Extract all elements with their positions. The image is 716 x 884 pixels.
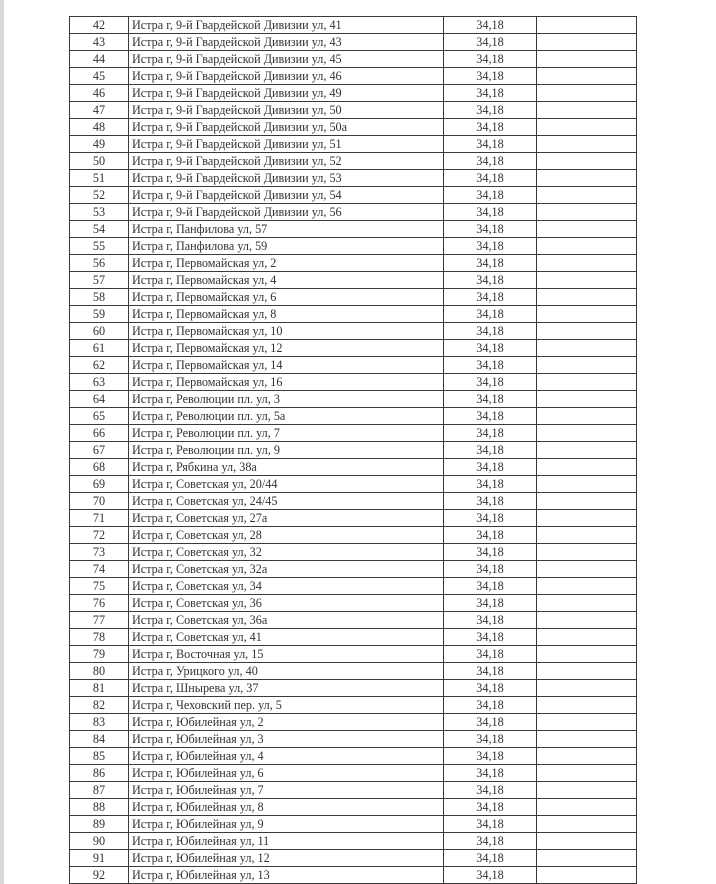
table-row	[70, 442, 637, 459]
row-number-cell: 59	[70, 306, 129, 323]
address-cell: Истра г, 9-й Гвардейской Дивизии ул, 51	[129, 136, 444, 153]
row-number-cell: 60	[70, 323, 129, 340]
address-cell: Истра г, Первомайская ул, 6	[129, 289, 444, 306]
value-cell: 34,18	[444, 816, 537, 833]
value-cell: 34,18	[444, 765, 537, 782]
empty-cell	[537, 816, 637, 833]
address-cell: Истра г, Революции пл. ул, 9	[129, 442, 444, 459]
empty-cell	[537, 833, 637, 850]
value-cell: 34,18	[444, 34, 537, 51]
empty-cell	[537, 510, 637, 527]
table-row	[70, 425, 637, 442]
address-cell: Истра г, 9-й Гвардейской Дивизии ул, 50	[129, 102, 444, 119]
value-cell: 34,18	[444, 255, 537, 272]
table-row	[70, 782, 637, 799]
address-cell: Истра г, 9-й Гвардейской Дивизии ул, 50а	[129, 119, 444, 136]
address-cell: Истра г, Первомайская ул, 16	[129, 374, 444, 391]
value-cell: 34,18	[444, 323, 537, 340]
table-row	[70, 272, 637, 289]
row-number-cell: 85	[70, 748, 129, 765]
value-cell: 34,18	[444, 663, 537, 680]
table-row	[70, 85, 637, 102]
value-cell: 34,18	[444, 391, 537, 408]
value-cell: 34,18	[444, 748, 537, 765]
address-cell: Истра г, Юбилейная ул, 7	[129, 782, 444, 799]
row-number-cell: 80	[70, 663, 129, 680]
value-cell: 34,18	[444, 306, 537, 323]
table-row	[70, 136, 637, 153]
address-cell: Истра г, 9-й Гвардейской Дивизии ул, 45	[129, 51, 444, 68]
row-number-cell: 78	[70, 629, 129, 646]
table-row	[70, 748, 637, 765]
address-cell: Истра г, Юбилейная ул, 8	[129, 799, 444, 816]
value-cell: 34,18	[444, 714, 537, 731]
address-table	[69, 16, 637, 884]
table-row	[70, 51, 637, 68]
value-cell: 34,18	[444, 170, 537, 187]
row-number-cell: 79	[70, 646, 129, 663]
row-number-cell: 70	[70, 493, 129, 510]
table-row	[70, 340, 637, 357]
empty-cell	[537, 646, 637, 663]
row-number-cell: 72	[70, 527, 129, 544]
value-cell: 34,18	[444, 408, 537, 425]
empty-cell	[537, 357, 637, 374]
row-number-cell: 87	[70, 782, 129, 799]
address-cell: Истра г, 9-й Гвардейской Дивизии ул, 56	[129, 204, 444, 221]
table-row	[70, 765, 637, 782]
row-number-cell: 71	[70, 510, 129, 527]
row-number-cell: 66	[70, 425, 129, 442]
value-cell: 34,18	[444, 153, 537, 170]
table-row	[70, 697, 637, 714]
address-cell: Истра г, Юбилейная ул, 6	[129, 765, 444, 782]
row-number-cell: 77	[70, 612, 129, 629]
table-row	[70, 663, 637, 680]
table-row	[70, 510, 637, 527]
value-cell: 34,18	[444, 238, 537, 255]
table-row	[70, 493, 637, 510]
empty-cell	[537, 119, 637, 136]
address-cell: Истра г, Юбилейная ул, 12	[129, 850, 444, 867]
table-row	[70, 714, 637, 731]
table-row	[70, 561, 637, 578]
scan-edge-strip	[0, 0, 4, 884]
table-row	[70, 34, 637, 51]
table-row	[70, 238, 637, 255]
value-cell: 34,18	[444, 646, 537, 663]
value-cell: 34,18	[444, 697, 537, 714]
row-number-cell: 73	[70, 544, 129, 561]
table-row	[70, 119, 637, 136]
value-cell: 34,18	[444, 340, 537, 357]
empty-cell	[537, 238, 637, 255]
row-number-cell: 75	[70, 578, 129, 595]
table-row	[70, 68, 637, 85]
table-row	[70, 646, 637, 663]
empty-cell	[537, 221, 637, 238]
address-cell: Истра г, Советская ул, 24/45	[129, 493, 444, 510]
table-row	[70, 476, 637, 493]
address-cell: Истра г, Советская ул, 36	[129, 595, 444, 612]
empty-cell	[537, 442, 637, 459]
table-row	[70, 629, 637, 646]
empty-cell	[537, 714, 637, 731]
row-number-cell: 51	[70, 170, 129, 187]
empty-cell	[537, 748, 637, 765]
row-number-cell: 83	[70, 714, 129, 731]
empty-cell	[537, 459, 637, 476]
value-cell: 34,18	[444, 221, 537, 238]
value-cell: 34,18	[444, 680, 537, 697]
row-number-cell: 54	[70, 221, 129, 238]
empty-cell	[537, 799, 637, 816]
value-cell: 34,18	[444, 17, 537, 34]
row-number-cell: 88	[70, 799, 129, 816]
value-cell: 34,18	[444, 833, 537, 850]
value-cell: 34,18	[444, 799, 537, 816]
row-number-cell: 45	[70, 68, 129, 85]
address-cell: Истра г, Юбилейная ул, 4	[129, 748, 444, 765]
value-cell: 34,18	[444, 561, 537, 578]
table-row	[70, 357, 637, 374]
empty-cell	[537, 425, 637, 442]
empty-cell	[537, 170, 637, 187]
address-cell: Истра г, Первомайская ул, 4	[129, 272, 444, 289]
table-row	[70, 306, 637, 323]
empty-cell	[537, 493, 637, 510]
empty-cell	[537, 102, 637, 119]
value-cell: 34,18	[444, 51, 537, 68]
value-cell: 34,18	[444, 442, 537, 459]
row-number-cell: 49	[70, 136, 129, 153]
table-row	[70, 459, 637, 476]
address-cell: Истра г, 9-й Гвардейской Дивизии ул, 43	[129, 34, 444, 51]
table-row	[70, 102, 637, 119]
row-number-cell: 55	[70, 238, 129, 255]
row-number-cell: 81	[70, 680, 129, 697]
row-number-cell: 74	[70, 561, 129, 578]
table-row	[70, 816, 637, 833]
table-row	[70, 255, 637, 272]
table-row	[70, 374, 637, 391]
table-row	[70, 850, 637, 867]
value-cell: 34,18	[444, 136, 537, 153]
table-row	[70, 833, 637, 850]
empty-cell	[537, 17, 637, 34]
value-cell: 34,18	[444, 782, 537, 799]
address-cell: Истра г, Революции пл. ул, 7	[129, 425, 444, 442]
address-cell: Истра г, Юбилейная ул, 9	[129, 816, 444, 833]
address-table-sheet	[69, 16, 637, 884]
row-number-cell: 56	[70, 255, 129, 272]
row-number-cell: 46	[70, 85, 129, 102]
value-cell: 34,18	[444, 204, 537, 221]
address-cell: Истра г, Советская ул, 34	[129, 578, 444, 595]
row-number-cell: 76	[70, 595, 129, 612]
empty-cell	[537, 595, 637, 612]
value-cell: 34,18	[444, 272, 537, 289]
address-cell: Истра г, Советская ул, 20/44	[129, 476, 444, 493]
table-row	[70, 867, 637, 884]
value-cell: 34,18	[444, 187, 537, 204]
address-cell: Истра г, Чеховский пер. ул, 5	[129, 697, 444, 714]
empty-cell	[537, 561, 637, 578]
address-cell: Истра г, 9-й Гвардейской Дивизии ул, 54	[129, 187, 444, 204]
address-cell: Истра г, Советская ул, 41	[129, 629, 444, 646]
value-cell: 34,18	[444, 425, 537, 442]
address-cell: Истра г, Юбилейная ул, 3	[129, 731, 444, 748]
empty-cell	[537, 544, 637, 561]
table-row	[70, 153, 637, 170]
address-cell: Истра г, Первомайская ул, 12	[129, 340, 444, 357]
row-number-cell: 67	[70, 442, 129, 459]
empty-cell	[537, 340, 637, 357]
empty-cell	[537, 204, 637, 221]
value-cell: 34,18	[444, 731, 537, 748]
row-number-cell: 62	[70, 357, 129, 374]
empty-cell	[537, 255, 637, 272]
address-cell: Истра г, 9-й Гвардейской Дивизии ул, 53	[129, 170, 444, 187]
row-number-cell: 65	[70, 408, 129, 425]
table-row	[70, 204, 637, 221]
row-number-cell: 58	[70, 289, 129, 306]
address-cell: Истра г, Советская ул, 32	[129, 544, 444, 561]
row-number-cell: 42	[70, 17, 129, 34]
row-number-cell: 86	[70, 765, 129, 782]
value-cell: 34,18	[444, 68, 537, 85]
empty-cell	[537, 289, 637, 306]
row-number-cell: 89	[70, 816, 129, 833]
table-row	[70, 612, 637, 629]
value-cell: 34,18	[444, 850, 537, 867]
table-row	[70, 544, 637, 561]
empty-cell	[537, 34, 637, 51]
address-cell: Истра г, Рябкина ул, 38а	[129, 459, 444, 476]
address-cell: Истра г, Панфилова ул, 57	[129, 221, 444, 238]
empty-cell	[537, 612, 637, 629]
empty-cell	[537, 731, 637, 748]
table-row	[70, 578, 637, 595]
address-cell: Истра г, Шнырева ул, 37	[129, 680, 444, 697]
table-row	[70, 17, 637, 34]
address-cell: Истра г, 9-й Гвардейской Дивизии ул, 41	[129, 17, 444, 34]
row-number-cell: 43	[70, 34, 129, 51]
value-cell: 34,18	[444, 629, 537, 646]
address-cell: Истра г, Революции пл. ул, 5а	[129, 408, 444, 425]
address-cell: Истра г, Восточная ул, 15	[129, 646, 444, 663]
row-number-cell: 68	[70, 459, 129, 476]
empty-cell	[537, 680, 637, 697]
empty-cell	[537, 272, 637, 289]
empty-cell	[537, 68, 637, 85]
value-cell: 34,18	[444, 374, 537, 391]
row-number-cell: 84	[70, 731, 129, 748]
row-number-cell: 90	[70, 833, 129, 850]
empty-cell	[537, 306, 637, 323]
address-table-body	[70, 17, 637, 884]
value-cell: 34,18	[444, 595, 537, 612]
value-cell: 34,18	[444, 578, 537, 595]
empty-cell	[537, 187, 637, 204]
address-cell: Истра г, Первомайская ул, 8	[129, 306, 444, 323]
value-cell: 34,18	[444, 544, 537, 561]
empty-cell	[537, 765, 637, 782]
table-row	[70, 289, 637, 306]
empty-cell	[537, 153, 637, 170]
row-number-cell: 48	[70, 119, 129, 136]
empty-cell	[537, 527, 637, 544]
address-cell: Истра г, Панфилова ул, 59	[129, 238, 444, 255]
address-cell: Истра г, Юбилейная ул, 11	[129, 833, 444, 850]
address-cell: Истра г, Первомайская ул, 2	[129, 255, 444, 272]
address-cell: Истра г, 9-й Гвардейской Дивизии ул, 49	[129, 85, 444, 102]
table-row	[70, 391, 637, 408]
row-number-cell: 57	[70, 272, 129, 289]
address-cell: Истра г, Советская ул, 27а	[129, 510, 444, 527]
value-cell: 34,18	[444, 612, 537, 629]
empty-cell	[537, 85, 637, 102]
row-number-cell: 92	[70, 867, 129, 884]
value-cell: 34,18	[444, 510, 537, 527]
table-row	[70, 187, 637, 204]
empty-cell	[537, 578, 637, 595]
address-cell: Истра г, Советская ул, 28	[129, 527, 444, 544]
empty-cell	[537, 476, 637, 493]
table-row	[70, 595, 637, 612]
empty-cell	[537, 391, 637, 408]
table-row	[70, 527, 637, 544]
empty-cell	[537, 136, 637, 153]
empty-cell	[537, 782, 637, 799]
row-number-cell: 64	[70, 391, 129, 408]
value-cell: 34,18	[444, 289, 537, 306]
address-cell: Истра г, Первомайская ул, 14	[129, 357, 444, 374]
value-cell: 34,18	[444, 102, 537, 119]
table-row	[70, 799, 637, 816]
empty-cell	[537, 697, 637, 714]
row-number-cell: 53	[70, 204, 129, 221]
value-cell: 34,18	[444, 357, 537, 374]
row-number-cell: 47	[70, 102, 129, 119]
empty-cell	[537, 323, 637, 340]
table-row	[70, 731, 637, 748]
row-number-cell: 44	[70, 51, 129, 68]
empty-cell	[537, 867, 637, 884]
row-number-cell: 63	[70, 374, 129, 391]
empty-cell	[537, 663, 637, 680]
address-cell: Истра г, 9-й Гвардейской Дивизии ул, 52	[129, 153, 444, 170]
row-number-cell: 50	[70, 153, 129, 170]
address-cell: Истра г, Юбилейная ул, 13	[129, 867, 444, 884]
address-cell: Истра г, Юбилейная ул, 2	[129, 714, 444, 731]
value-cell: 34,18	[444, 476, 537, 493]
row-number-cell: 52	[70, 187, 129, 204]
value-cell: 34,18	[444, 493, 537, 510]
empty-cell	[537, 51, 637, 68]
empty-cell	[537, 408, 637, 425]
value-cell: 34,18	[444, 85, 537, 102]
address-cell: Истра г, Советская ул, 32а	[129, 561, 444, 578]
value-cell: 34,18	[444, 867, 537, 884]
address-cell: Истра г, Урицкого ул, 40	[129, 663, 444, 680]
row-number-cell: 61	[70, 340, 129, 357]
address-cell: Истра г, 9-й Гвардейской Дивизии ул, 46	[129, 68, 444, 85]
table-row	[70, 170, 637, 187]
row-number-cell: 91	[70, 850, 129, 867]
table-row	[70, 323, 637, 340]
row-number-cell: 69	[70, 476, 129, 493]
value-cell: 34,18	[444, 119, 537, 136]
table-row	[70, 221, 637, 238]
address-cell: Истра г, Первомайская ул, 10	[129, 323, 444, 340]
address-cell: Истра г, Советская ул, 36а	[129, 612, 444, 629]
row-number-cell: 82	[70, 697, 129, 714]
empty-cell	[537, 629, 637, 646]
empty-cell	[537, 850, 637, 867]
empty-cell	[537, 374, 637, 391]
address-cell: Истра г, Революции пл. ул, 3	[129, 391, 444, 408]
value-cell: 34,18	[444, 459, 537, 476]
value-cell: 34,18	[444, 527, 537, 544]
table-row	[70, 680, 637, 697]
table-row	[70, 408, 637, 425]
